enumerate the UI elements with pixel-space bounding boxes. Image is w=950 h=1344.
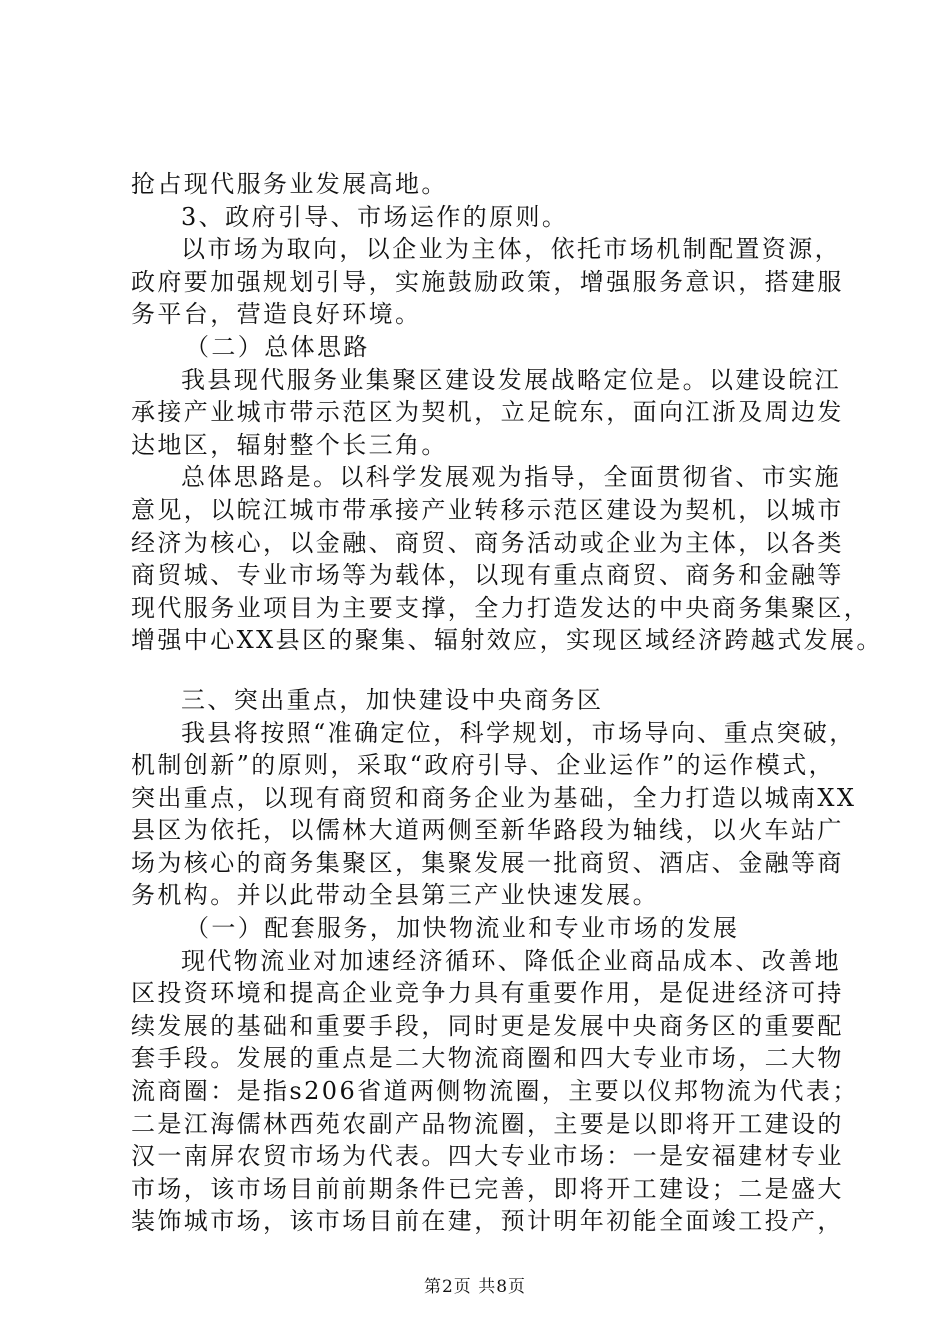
text-line: 机制创新”的原则，采取“政府引导、企业运作”的运作模式， (131, 751, 836, 780)
text-line: 总体思路是。以科学发展观为指导，全面贯彻省、市实施 (181, 463, 841, 492)
text-line: 区投资环境和提高企业竞争力具有重要作用，是促进经济可持 (131, 979, 844, 1008)
text-line: 三、突出重点，加快建设中央商务区 (181, 685, 604, 714)
text-line: 以市场为取向，以企业为主体，依托市场机制配置资源， (181, 235, 841, 264)
text-line: （二）总体思路 (185, 332, 370, 361)
text-line: 汉一南屏农贸市场为代表。四大专业市场：一是安福建材专业 (131, 1142, 844, 1171)
page-number-footer: 第2页 共8页 (423, 1277, 527, 1297)
text-line: 市场，该市场目前前期条件已完善，即将开工建设；二是盛大 (131, 1174, 844, 1203)
text-line: 现代物流业对加速经济循环、降低企业商品成本、改善地 (181, 946, 841, 975)
text-line: 务机构。并以此带动全县第三产业快速发展。 (131, 881, 659, 910)
text-line: 我县将按照“准确定位，科学规划，市场导向、重点突破， (181, 718, 856, 747)
text-line: 流商圈：是指s206省道两侧物流圈，主要以仪邦物流为代表； (131, 1077, 859, 1106)
text-line: 突出重点，以现有商贸和商务企业为基础，全力打造以城南XX (131, 783, 857, 812)
text-line: 增强中心XX县区的聚集、辐射效应，实现区域经济跨越式发展。 (131, 626, 883, 655)
text-line: 3、政府引导、市场运作的原则。 (181, 202, 569, 231)
paragraph-gap (131, 657, 831, 684)
text-line: 县区为依托，以儒林大道两侧至新华路段为轴线，以火车站广 (131, 816, 844, 845)
text-line: 商贸城、专业市场等为载体，以现有重点商贸、商务和金融等 (131, 561, 844, 590)
text-line: 达地区，辐射整个长三角。 (131, 430, 448, 459)
text-line: 套手段。发展的重点是二大物流商圈和四大专业市场，二大物 (131, 1044, 844, 1073)
text-line: 经济为核心，以金融、商贸、商务活动或企业为主体，以各类 (131, 528, 844, 557)
text-line: 现代服务业项目为主要支撑，全力打造发达的中央商务集聚区， (131, 593, 871, 622)
text-line: 务平台，营造良好环境。 (131, 300, 422, 329)
text-line: 二是江海儒林西苑农副产品物流圈，主要是以即将开工建设的 (131, 1109, 844, 1138)
text-line: 续发展的基础和重要手段，同时更是发展中央商务区的重要配 (131, 1011, 844, 1040)
text-line: 承接产业城市带示范区为契机，立足皖东，面向江浙及周边发 (131, 398, 844, 427)
text-line: 装饰城市场，该市场目前在建，预计明年初能全面竣工投产， (131, 1207, 844, 1236)
text-line: 抢占现代服务业发展高地。 (131, 170, 448, 198)
text-line: （一）配套服务，加快物流业和专业市场的发展 (185, 914, 740, 943)
document-body (131, 168, 883, 1238)
text-line: 意见，以皖江城市带承接产业转移示范区建设为契机，以城市 (131, 495, 844, 524)
text-line: 场为核心的商务集聚区，集聚发展一批商贸、酒店、金融等商 (131, 848, 844, 877)
text-line: 政府要加强规划引导，实施鼓励政策，增强服务意识，搭建服 (131, 267, 844, 296)
text-line: 我县现代服务业集聚区建设发展战略定位是。以建设皖江 (181, 365, 841, 394)
